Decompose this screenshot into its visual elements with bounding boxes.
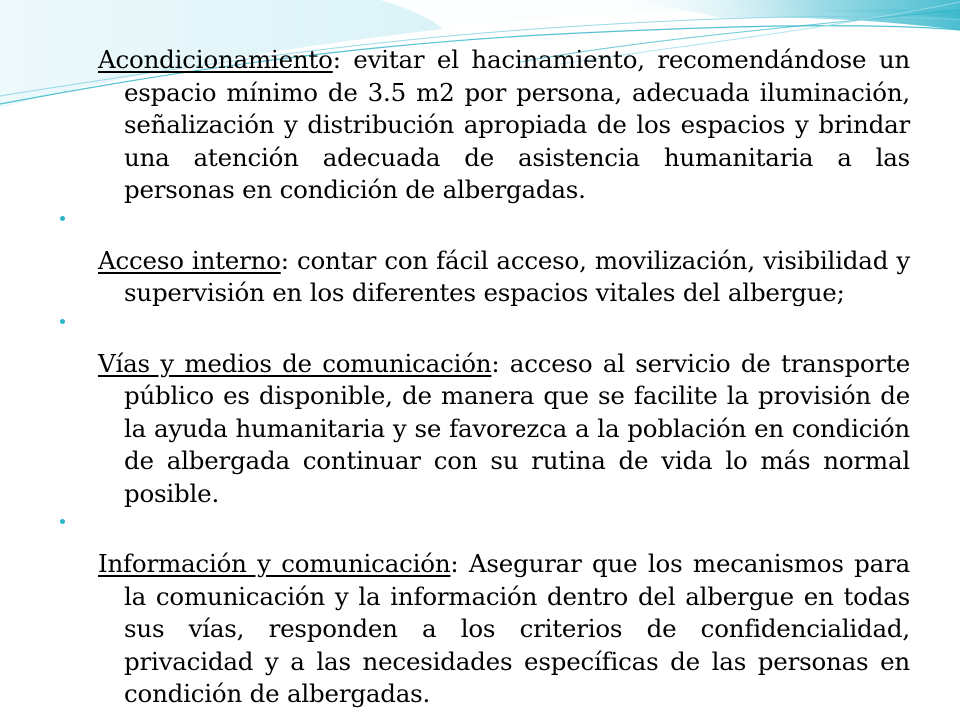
bullet-marker [98, 213, 910, 235]
item-text: : acceso al servicio de transporte público es disponible, de manera que se facilite la provisión de la ayuda humanitaria y se favorezca a la población en condición de albergada continuar con su rutina de vida lo más normal posible. [124, 348, 910, 508]
item-term: Vías y medios de comunicación [98, 348, 492, 378]
item-term: Acondicionamiento [98, 45, 333, 74]
bullet-marker [98, 516, 910, 538]
list-item-vias-medios [98, 348, 910, 511]
list-item-acceso-interno [98, 245, 910, 310]
bullet-dot-icon [60, 519, 65, 524]
list-item-informacion [98, 548, 910, 711]
bullet-marker [98, 316, 910, 338]
item-term: Acceso interno [98, 245, 281, 275]
list-item-acondicionamiento [98, 44, 910, 207]
item-term: Información y comunicación [98, 549, 451, 578]
bullet-dot-icon [60, 216, 65, 221]
content-list [98, 44, 910, 711]
bullet-dot-icon [60, 319, 65, 324]
item-text: : evitar el hacinamiento, recomendándose un espacio mínimo de 3.5 m2 por persona, adecuada iluminación, señalización y distribución apropiada de los espacios y brindar una atención adecuada de asistencia humanitaria a las personas en condición de albergadas. [124, 45, 910, 204]
item-text: : contar con fácil acceso, movilización, visibilidad y supervisión en los diferentes espacios vitales del albergue; [124, 245, 910, 307]
item-text: : Asegurar que los mecanismos para la comunicación y la información dentro del albergue en todas sus vías, responden a los criterios de confidencialidad, privacidad y a las necesidades específicas de las personas en condición de albergadas. [124, 549, 910, 708]
